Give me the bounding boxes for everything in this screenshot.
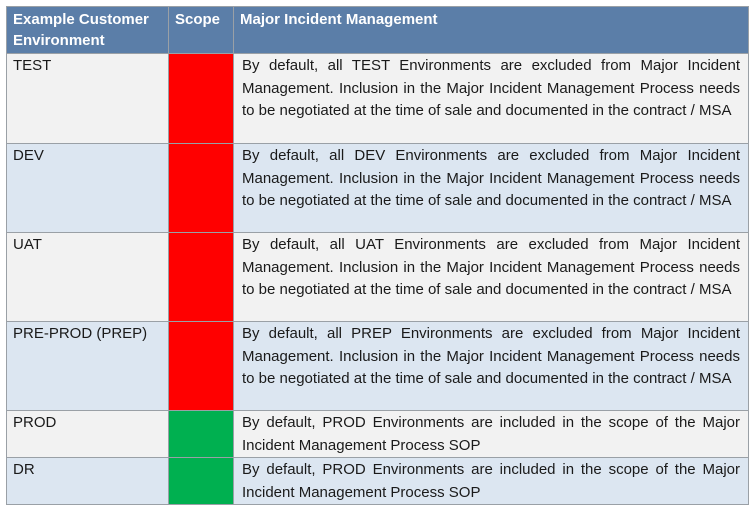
header-major-incident-management: Major Incident Management [234,7,749,54]
scope-indicator [169,233,234,322]
description-cell: By default, all TEST Environments are excluded from Major Incident Management. Inclusion in the Major Incident Management Process needs to be negotiated at the time of sale and documented in the contract / MSA [234,54,749,144]
table-header-row [7,7,749,54]
environment-cell: PRE-PROD (PREP) [7,322,169,411]
environment-cell: PROD [7,411,169,458]
description-cell: By default, all UAT Environments are excluded from Major Incident Management. Inclusion in the Major Incident Management Process needs to be negotiated at the time of sale and documented in the contract / MSA [234,233,749,322]
table-row [7,54,749,144]
scope-indicator [169,322,234,411]
environment-cell: UAT [7,233,169,322]
scope-indicator [169,54,234,144]
header-scope: Scope [169,7,234,54]
description-cell: By default, PROD Environments are included in the scope of the Major Incident Management Process SOP [234,411,749,458]
scope-indicator [169,144,234,233]
environment-cell: DEV [7,144,169,233]
description-cell: By default, all DEV Environments are excluded from Major Incident Management. Inclusion in the Major Incident Management Process needs to be negotiated at the time of sale and documented in the contract / MSA [234,144,749,233]
environment-cell: TEST [7,54,169,144]
description-cell: By default, PROD Environments are included in the scope of the Major Incident Management Process SOP [234,458,749,505]
header-environment: Example Customer Environment [7,7,169,54]
scope-indicator [169,411,234,458]
environment-cell: DR [7,458,169,505]
table-row [7,411,749,458]
table-row [7,144,749,233]
table-row [7,322,749,411]
description-cell: By default, all PREP Environments are excluded from Major Incident Management. Inclusion in the Major Incident Management Process needs to be negotiated at the time of sale and documented in the contract / MSA [234,322,749,411]
table-row [7,233,749,322]
environment-scope-table [6,6,749,505]
scope-indicator [169,458,234,505]
table-row [7,458,749,505]
